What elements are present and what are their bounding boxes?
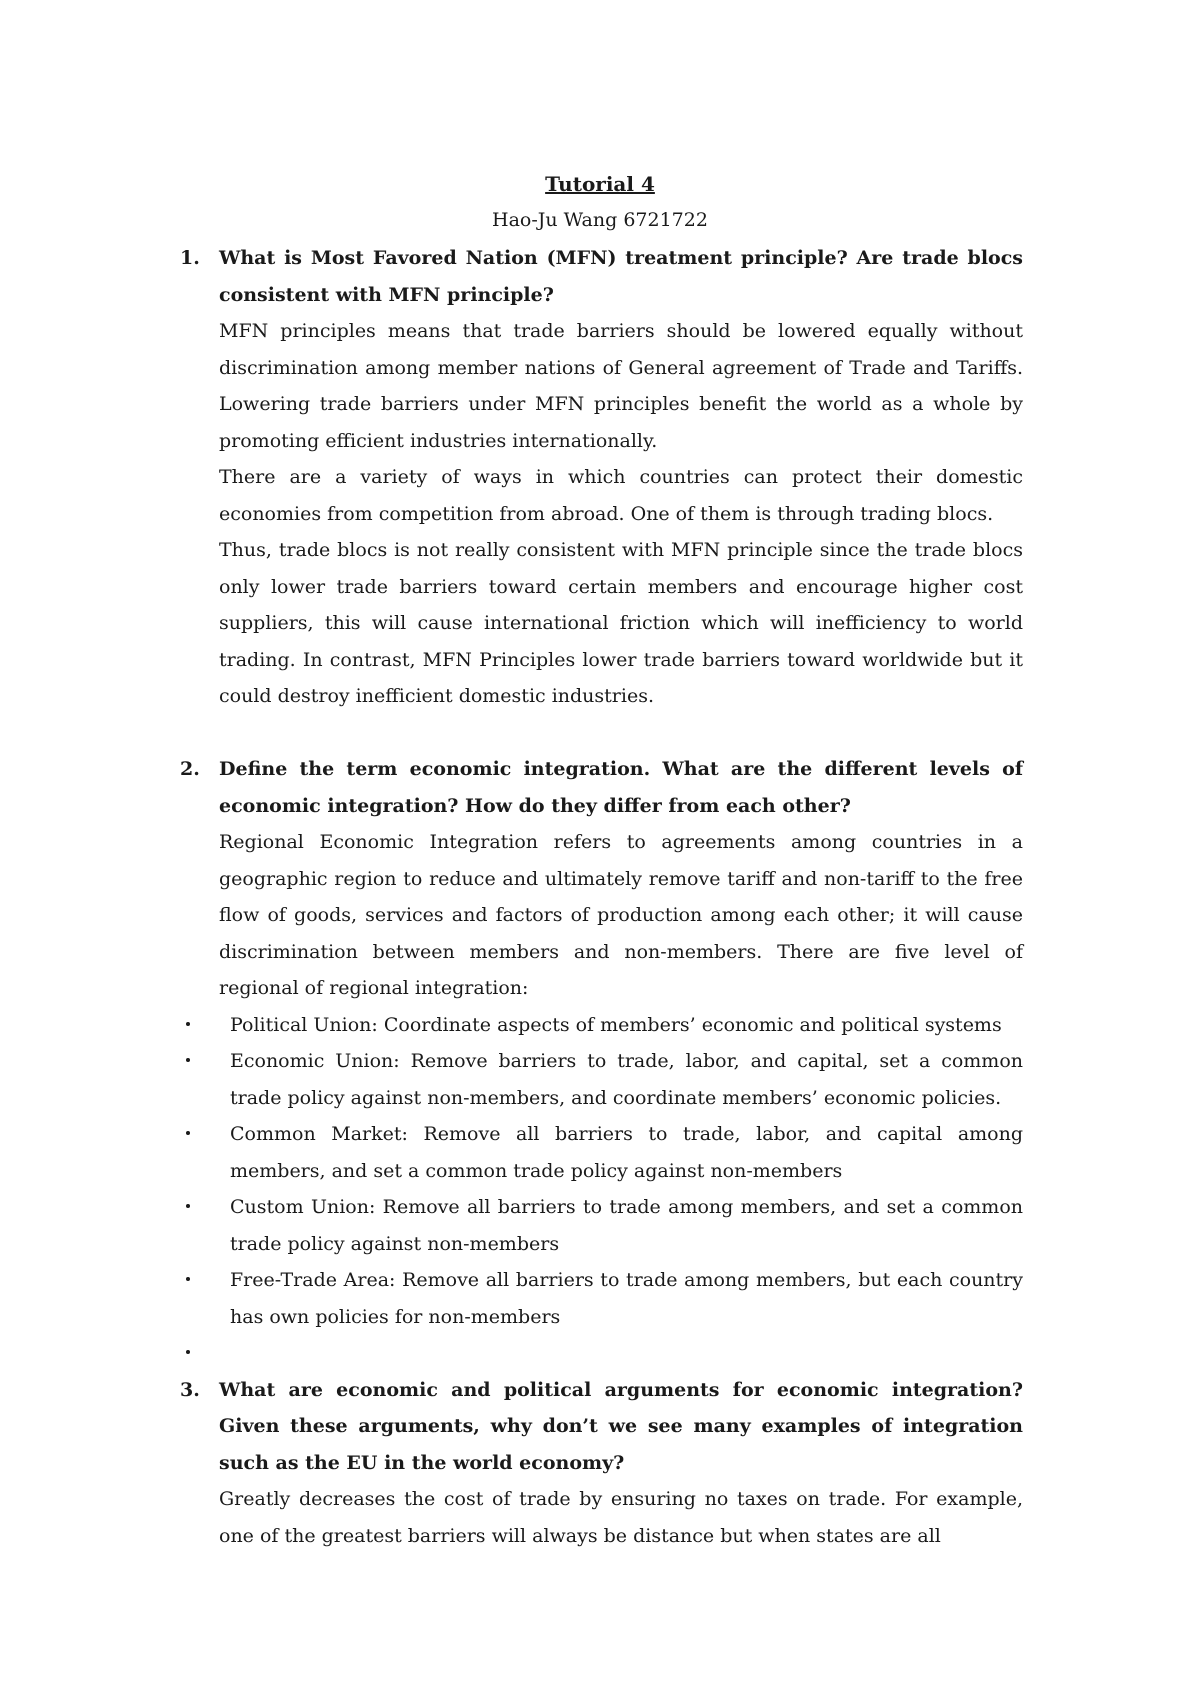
list-item (230, 1043, 1023, 1116)
paragraph-spacer (0, 715, 1200, 752)
answer-paragraph: Regional Economic Integration refers to agreements among countries in a geographic region to reduce and ultimately remove tariff and non-tariff to the free flow of goods, services and factors of production among each other; it will cause discrimination between members and non-members. There are five level of regional of regional integration: (219, 831, 1023, 999)
bullet-icon (186, 1350, 190, 1354)
bullet-icon (186, 1058, 190, 1062)
answer-paragraph: Greatly decreases the cost of trade by ensuring no taxes on trade. For example, one of the greatest barriers will always be distance but when states are all (219, 1488, 1023, 1547)
question-text: What is Most Favored Nation (MFN) treatment principle? Are trade blocs consistent with MFN principle? (219, 247, 1023, 306)
document-body (0, 240, 1200, 1554)
document-title: Tutorial 4 (545, 172, 655, 196)
bullet-icon (186, 1204, 190, 1208)
list-item (230, 1007, 1023, 1044)
bullet-icon (186, 1131, 190, 1135)
list-item-text (230, 1342, 236, 1364)
question-1 (0, 240, 1023, 313)
question-number: 2. (180, 758, 200, 780)
list-item-text: Free-Trade Area: Remove all barriers to trade among members, but each country has own policies for non-members (230, 1269, 1023, 1328)
answer-paragraph: There are a variety of ways in which countries can protect their domestic economies from competition from abroad. One of them is through trading blocs. (219, 466, 1023, 525)
bullet-icon (186, 1277, 190, 1281)
list-item (230, 1189, 1023, 1262)
author-line: Hao-Ju Wang 6721722 (492, 209, 708, 231)
answer-paragraph: Thus, trade blocs is not really consistent with MFN principle since the trade blocs only lower trade barriers toward certain members and encourage higher cost suppliers, this will cause international friction which will inefficiency to world trading. In contrast, MFN Principles lower trade barriers toward worldwide but it could destroy inefficient domestic industries. (219, 539, 1023, 707)
list-item-text: Economic Union: Remove barriers to trade, labor, and capital, set a common trade policy against non-members, and coordinate members’ economic policies. (230, 1050, 1023, 1109)
question-3 (0, 1372, 1023, 1482)
answer-paragraph: MFN principles means that trade barriers should be lowered equally without discrimination among member nations of General agreement of Trade and Tariffs. Lowering trade barriers under MFN principles benefit the world as a whole by promoting efficient industries internationally. (219, 320, 1023, 452)
bullet-icon (186, 1022, 190, 1026)
list-item-text: Custom Union: Remove all barriers to trade among members, and set a common trade policy against non-members (230, 1196, 1023, 1255)
question-number: 3. (180, 1378, 200, 1401)
list-item (230, 1335, 1023, 1372)
list-item (230, 1262, 1023, 1335)
question-text: Define the term economic integration. What are the different levels of economic integration? How do they differ from each other? (219, 758, 1023, 817)
question-2 (0, 751, 1023, 824)
question-number: 1. (180, 247, 200, 269)
list-item-text: Common Market: Remove all barriers to trade, labor, and capital among members, and set a common trade policy against non-members (230, 1123, 1023, 1182)
list-item-text: Political Union: Coordinate aspects of members’ economic and political systems (230, 1013, 1002, 1036)
question-text: What are economic and political arguments for economic integration? Given these arguments, why don’t we see many examples of integration such as the EU in the world economy? (219, 1378, 1023, 1474)
integration-levels-list (0, 1007, 1200, 1372)
list-item (230, 1116, 1023, 1189)
